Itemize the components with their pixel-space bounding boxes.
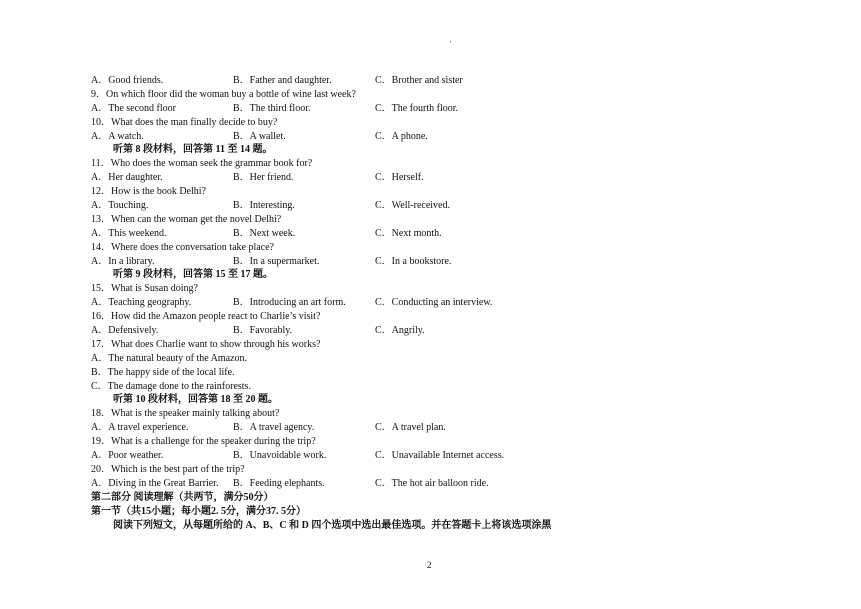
question-text: B．The happy side of the local life. <box>91 366 235 378</box>
option-row <box>91 477 791 491</box>
option-c: C．The hot air balloon ride. <box>375 477 489 489</box>
option-row <box>91 449 791 463</box>
option-a: A．Teaching geography. <box>91 297 192 309</box>
question-text: 11．Who does the woman seek the grammar book for? <box>91 158 313 170</box>
option-b: B．Feeding elephants. <box>233 477 325 489</box>
option-b: B．Interesting. <box>233 200 295 212</box>
option-row <box>91 130 791 144</box>
section-instruction: 听第 10 段材料，回答第 18 至 20 题。 <box>113 394 278 406</box>
option-a: A．Good friends. <box>91 75 164 86</box>
option-c: C．Herself. <box>375 172 424 184</box>
question-text: 16．How did the Amazon people react to Charlie’s visit? <box>91 311 321 323</box>
option-a: A．The second floor <box>91 102 176 114</box>
option-c: C．Brother and sister <box>375 75 463 86</box>
option-c: C．A travel plan. <box>375 422 446 434</box>
page-mark: ' <box>450 40 452 48</box>
option-a: A．Diving in the Great Barrier. <box>91 477 219 489</box>
page-number: 2 <box>427 560 432 570</box>
question-text: 15．What is Susan doing? <box>91 283 198 295</box>
part-heading: 第二部分 阅读理解（共两节，满分50分） <box>91 491 274 503</box>
option-c: C．A phone. <box>375 130 428 142</box>
option-a: A．Poor weather. <box>91 450 164 462</box>
option-b: B．Introducing an art form. <box>233 297 346 309</box>
question-text: 20．Which is the best part of the trip? <box>91 463 245 475</box>
question-text: 14．Where does the conversation take place? <box>91 241 274 253</box>
option-a: A．Her daughter. <box>91 172 163 184</box>
option-b: B．In a supermarket. <box>233 255 320 267</box>
question-text: 12．How is the book Delhi? <box>91 186 206 198</box>
option-row <box>91 74 791 88</box>
option-row <box>91 199 791 213</box>
option-row <box>91 227 791 241</box>
option-a: A．Touching. <box>91 200 149 212</box>
option-c: C．Unavailable Internet access. <box>375 450 505 462</box>
document-body <box>91 74 791 532</box>
option-b: B．The third floor. <box>233 102 311 114</box>
option-b: B．A wallet. <box>233 130 286 142</box>
question-text: 17．What does Charlie want to show through his works? <box>91 338 321 350</box>
option-c: C．Well-received. <box>375 200 450 212</box>
option-b: B．Favorably. <box>233 325 293 337</box>
option-a: A．A travel experience. <box>91 422 189 434</box>
option-b: B．Next week. <box>233 227 296 239</box>
option-c: C．Conducting an interview. <box>375 297 493 309</box>
question-text: 19．What is a challenge for the speaker during the trip? <box>91 436 316 448</box>
option-a: A．Defensively. <box>91 325 159 337</box>
question-text: 9．On which floor did the woman buy a bottle of wine last week? <box>91 88 356 100</box>
question-text: A．The natural beauty of the Amazon. <box>91 352 248 364</box>
section-instruction: 听第 8 段材料，回答第 11 至 14 题。 <box>113 144 273 156</box>
option-a: A．A watch. <box>91 130 144 142</box>
option-b: B．Father and daughter. <box>233 75 332 86</box>
option-c: C．Angrily. <box>375 325 425 337</box>
option-row <box>91 324 791 338</box>
option-c: C．Next month. <box>375 227 442 239</box>
option-row <box>91 421 791 435</box>
question-text: C．The damage done to the rainforests. <box>91 380 251 392</box>
option-b: B．A travel agency. <box>233 422 315 434</box>
option-b: B．Her friend. <box>233 172 294 184</box>
option-row <box>91 102 791 116</box>
option-c: C．The fourth floor. <box>375 102 459 114</box>
question-text: 18．What is the speaker mainly talking about? <box>91 408 280 420</box>
option-c: C．In a bookstore. <box>375 255 452 267</box>
option-a: A．In a library. <box>91 255 155 267</box>
question-text: 10．What does the man finally decide to buy? <box>91 116 278 128</box>
option-a: A．This weekend. <box>91 227 167 239</box>
section-instruction: 听第 9 段材料，回答第 15 至 17 题。 <box>113 269 273 281</box>
option-row <box>91 171 791 185</box>
part-heading: 第一节（共15小题；每小题2. 5分，满分37. 5分） <box>91 505 306 517</box>
option-row <box>91 255 791 269</box>
option-row <box>91 296 791 310</box>
section-instruction: 阅读下列短文，从每题所给的 A、B、C 和 D 四个选项中选出最佳选项。并在答题卡上将该选项涂黑 <box>113 519 552 531</box>
question-text: 13．When can the woman get the novel Delhi? <box>91 213 282 225</box>
option-b: B．Unavoidable work. <box>233 450 327 462</box>
